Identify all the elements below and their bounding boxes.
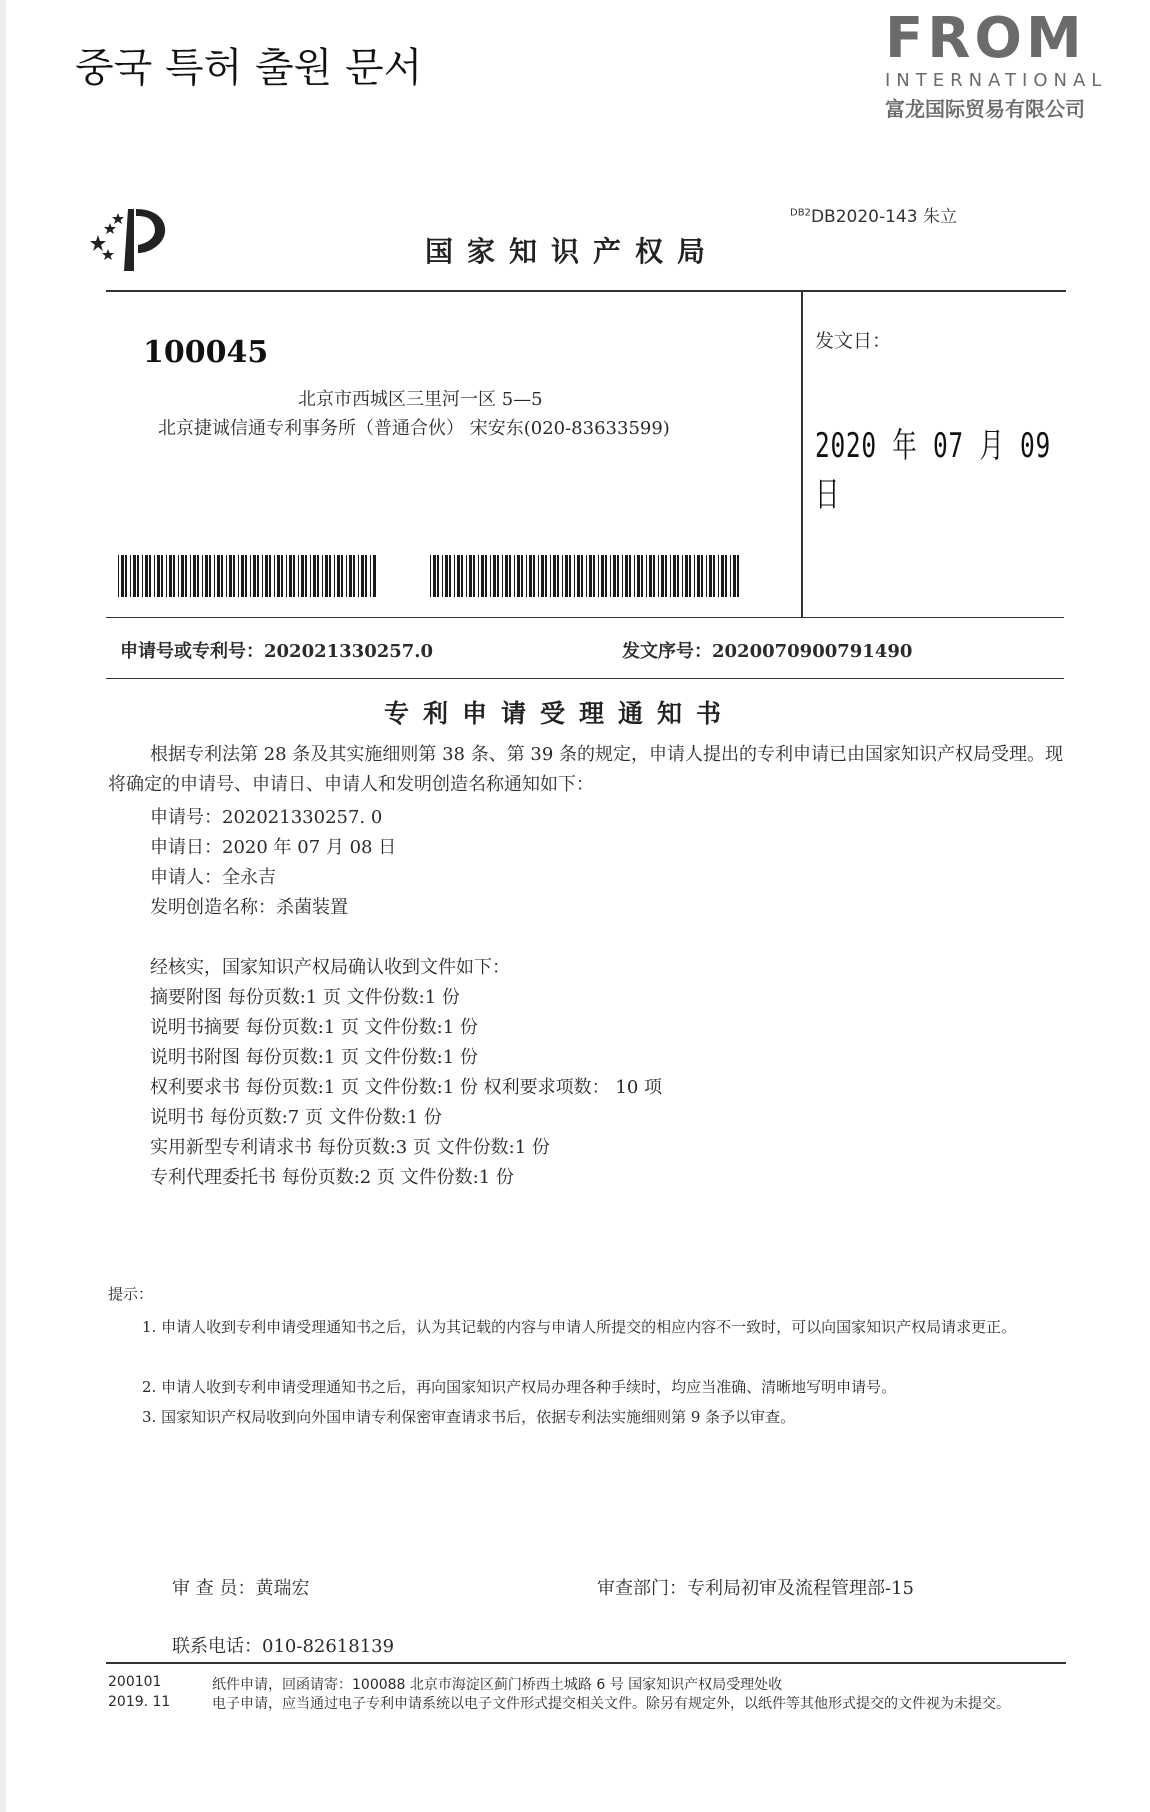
received-intro: 经核实，国家知识产权局确认收到文件如下： [150, 957, 510, 978]
tip-item: 2. 申请人收到专利申请受理通知书之后，再向国家知识产权局办理各种手续时，均应当准确、清晰地写明申请号。 [142, 1378, 897, 1396]
numbers-rule [106, 678, 1064, 679]
paper-submission-note: 纸件申请，回函请寄：100088 北京市海淀区蓟门桥西土城路 6 号 国家知识产权局受理处收 [212, 1677, 783, 1693]
postcode: 100045 [143, 335, 269, 370]
doc-code-name: 朱立 [922, 207, 957, 227]
received-document: 说明书 每份页数:7 页 文件份数:1 份 [150, 1107, 442, 1128]
document-code [790, 202, 957, 227]
received-document: 说明书摘要 每份页数:1 页 文件份数:1 份 [150, 1017, 478, 1038]
barcode-left [118, 555, 376, 597]
tips-label: 提示： [108, 1285, 154, 1303]
received-document: 摘要附图 每份页数:1 页 文件份数:1 份 [150, 987, 460, 1008]
tip-item: 1. 申请人收到专利申请受理通知书之后，认为其记载的内容与申请人所提交的相应内容不一致时，可以向国家知识产权局请求更正。 [142, 1318, 1017, 1336]
field-applicant: 申请人：全永吉 [150, 867, 276, 888]
page-edge [0, 0, 6, 1812]
header-rule [106, 290, 1066, 292]
electronic-submission-note: 电子申请，应当通过电子专利申请系统以电子文件形式提交相关文件。除另有规定外，以纸件等其他形式提交的文件视为未提交。 [212, 1696, 1010, 1712]
field-application-date: 申请日：2020 年 07 月 08 日 [150, 837, 397, 858]
received-document: 专利代理委托书 每份页数:2 页 文件份数:1 份 [150, 1167, 514, 1188]
footer-rule [106, 1662, 1066, 1664]
address-divider [801, 290, 803, 618]
field-application-no: 申请号：202021330257. 0 [150, 807, 383, 828]
recipient-address: 北京市西城区三里河一区 5—5 [298, 389, 543, 410]
application-number-line [120, 637, 433, 663]
notice-intro: 根据专利法第 28 条及其实施细则第 38 条、第 39 条的规定，申请人提出的专利申请已由国家知识产权局受理。现将确定的申请号、申请日、申请人和发明创造名称通知如下： [108, 744, 1064, 795]
field-invention-name: 发明创造名称：杀菌装置 [150, 897, 348, 918]
tip-item: 3. 国家知识产权局收到向外国申请专利保密审查请求书后，依据专利法实施细则第 9 条予以审查。 [142, 1408, 796, 1426]
application-number-label: 申请号或专利号： [120, 641, 264, 662]
notice-title: 专利申请受理通知书 [384, 699, 736, 728]
examination-department: 审查部门：专利局初审及流程管理部-15 [597, 1578, 914, 1599]
logo-subtitle: INTERNATIONAL [885, 70, 1108, 91]
agency-title: 国家知识产权局 [425, 235, 720, 268]
contact-phone: 联系电话：010-82618139 [172, 1636, 395, 1657]
logo-company-name: 富龙国际贸易有限公司 [885, 97, 1085, 121]
logo-word: FROM [885, 6, 1086, 71]
form-code: 200101 [108, 1674, 162, 1690]
doc-code-value: DB2020-143 [810, 207, 918, 227]
issue-date: 2020 年 07 月 09 日 [815, 426, 1051, 515]
address-bottom-rule [106, 617, 1064, 618]
examiner: 审 查 员：黄瑞宏 [172, 1578, 310, 1599]
form-version: 2019. 11 [108, 1694, 171, 1710]
page-title: 중국 특허 출원 문서 [75, 45, 423, 91]
application-number: 202021330257.0 [264, 641, 434, 662]
issue-date-label: 发文日： [815, 330, 892, 352]
barcode-right [430, 555, 740, 597]
received-document: 说明书附图 每份页数:1 页 文件份数:1 份 [150, 1047, 478, 1068]
serial-number-label: 发文序号： [622, 641, 712, 662]
serial-number-line [622, 637, 912, 663]
received-document: 实用新型专利请求书 每份页数:3 页 文件份数:1 份 [150, 1137, 550, 1158]
doc-code-prefix: DB2 [790, 207, 811, 219]
recipient-firm: 北京捷诚信通专利事务所（普通合伙） 宋安东(020-83633599) [158, 418, 670, 439]
received-document: 权利要求书 每份页数:1 页 文件份数:1 份 权利要求项数： 10 项 [150, 1077, 662, 1098]
serial-number: 2020070900791490 [712, 641, 913, 662]
cnipa-emblem-icon [88, 205, 178, 275]
from-international-logo [885, 6, 1108, 122]
